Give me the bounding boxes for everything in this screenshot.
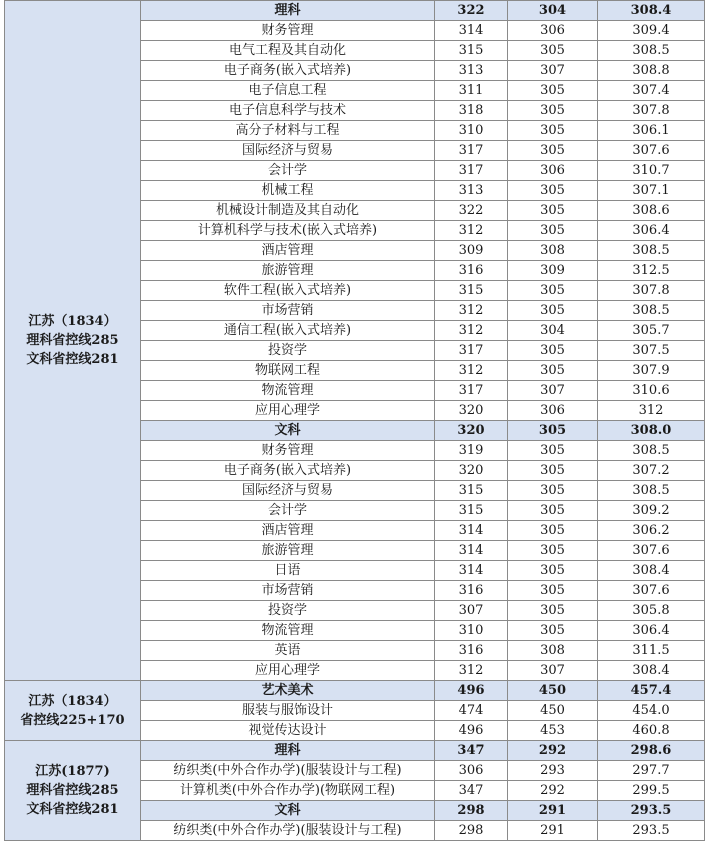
max-score: 496 bbox=[435, 721, 508, 741]
min-score: 450 bbox=[508, 701, 598, 721]
max-score: 312 bbox=[435, 221, 508, 241]
avg-score: 454.0 bbox=[598, 701, 705, 721]
major-name: 纺织类(中外合作办学)(服装设计与工程) bbox=[141, 761, 435, 781]
max-score: 322 bbox=[435, 201, 508, 221]
avg-score: 306.4 bbox=[598, 221, 705, 241]
avg-score: 309.2 bbox=[598, 501, 705, 521]
max-score: 317 bbox=[435, 341, 508, 361]
major-name: 会计学 bbox=[141, 501, 435, 521]
max-score: 347 bbox=[435, 741, 508, 761]
max-score: 298 bbox=[435, 801, 508, 821]
avg-score: 310.6 bbox=[598, 381, 705, 401]
avg-score: 307.8 bbox=[598, 281, 705, 301]
max-score: 320 bbox=[435, 401, 508, 421]
max-score: 312 bbox=[435, 661, 508, 681]
avg-score: 312.5 bbox=[598, 261, 705, 281]
avg-score: 307.5 bbox=[598, 341, 705, 361]
avg-score: 309.4 bbox=[598, 21, 705, 41]
major-name: 物流管理 bbox=[141, 381, 435, 401]
min-score: 307 bbox=[508, 381, 598, 401]
major-name: 电气工程及其自动化 bbox=[141, 41, 435, 61]
major-name: 英语 bbox=[141, 641, 435, 661]
avg-score: 306.2 bbox=[598, 521, 705, 541]
avg-score: 308.0 bbox=[598, 421, 705, 441]
avg-score: 308.4 bbox=[598, 561, 705, 581]
max-score: 474 bbox=[435, 701, 508, 721]
major-name: 计算机类(中外合作办学)(物联网工程) bbox=[141, 781, 435, 801]
max-score: 311 bbox=[435, 81, 508, 101]
region-line: 江苏（1834） bbox=[28, 314, 117, 329]
min-score: 293 bbox=[508, 761, 598, 781]
max-score: 319 bbox=[435, 441, 508, 461]
avg-score: 305.7 bbox=[598, 321, 705, 341]
max-score: 307 bbox=[435, 601, 508, 621]
major-name: 物流管理 bbox=[141, 621, 435, 641]
avg-score: 307.6 bbox=[598, 541, 705, 561]
min-score: 305 bbox=[508, 201, 598, 221]
region-line: 江苏（1834） bbox=[28, 693, 117, 709]
region-line: 江苏(1877) bbox=[35, 764, 110, 779]
min-score: 453 bbox=[508, 721, 598, 741]
min-score: 292 bbox=[508, 781, 598, 801]
region-cell bbox=[5, 741, 141, 841]
min-score: 305 bbox=[508, 301, 598, 321]
major-name: 应用心理学 bbox=[141, 401, 435, 421]
major-name: 高分子材料与工程 bbox=[141, 121, 435, 141]
major-name: 电子商务(嵌入式培养) bbox=[141, 461, 435, 481]
major-name: 市场营销 bbox=[141, 581, 435, 601]
avg-score: 307.6 bbox=[598, 581, 705, 601]
avg-score: 306.1 bbox=[598, 121, 705, 141]
major-name: 国际经济与贸易 bbox=[141, 141, 435, 161]
min-score: 305 bbox=[508, 481, 598, 501]
section-title: 艺术美术 bbox=[141, 681, 435, 701]
region-line: 省控线225+170 bbox=[20, 712, 125, 728]
avg-score: 307.2 bbox=[598, 461, 705, 481]
major-name: 会计学 bbox=[141, 161, 435, 181]
major-name: 应用心理学 bbox=[141, 661, 435, 681]
max-score: 496 bbox=[435, 681, 508, 701]
min-score: 291 bbox=[508, 821, 598, 841]
min-score: 305 bbox=[508, 541, 598, 561]
major-name: 投资学 bbox=[141, 341, 435, 361]
avg-score: 299.5 bbox=[598, 781, 705, 801]
max-score: 315 bbox=[435, 501, 508, 521]
avg-score: 298.6 bbox=[598, 741, 705, 761]
major-name: 服装与服饰设计 bbox=[141, 701, 435, 721]
avg-score: 308.5 bbox=[598, 481, 705, 501]
major-name: 电子商务(嵌入式培养) bbox=[141, 61, 435, 81]
min-score: 305 bbox=[508, 461, 598, 481]
max-score: 317 bbox=[435, 381, 508, 401]
avg-score: 293.5 bbox=[598, 821, 705, 841]
avg-score: 307.1 bbox=[598, 181, 705, 201]
min-score: 304 bbox=[508, 1, 598, 21]
min-score: 450 bbox=[508, 681, 598, 701]
min-score: 305 bbox=[508, 101, 598, 121]
major-name: 国际经济与贸易 bbox=[141, 481, 435, 501]
avg-score: 308.5 bbox=[598, 441, 705, 461]
avg-score: 293.5 bbox=[598, 801, 705, 821]
major-name: 酒店管理 bbox=[141, 521, 435, 541]
major-name: 财务管理 bbox=[141, 21, 435, 41]
min-score: 292 bbox=[508, 741, 598, 761]
major-name: 电子信息科学与技术 bbox=[141, 101, 435, 121]
min-score: 305 bbox=[508, 361, 598, 381]
avg-score: 297.7 bbox=[598, 761, 705, 781]
min-score: 309 bbox=[508, 261, 598, 281]
max-score: 317 bbox=[435, 141, 508, 161]
min-score: 308 bbox=[508, 641, 598, 661]
avg-score: 460.8 bbox=[598, 721, 705, 741]
section-title: 理科 bbox=[141, 1, 435, 21]
max-score: 314 bbox=[435, 541, 508, 561]
avg-score: 308.4 bbox=[598, 661, 705, 681]
max-score: 315 bbox=[435, 41, 508, 61]
section-header-row bbox=[5, 1, 705, 21]
avg-score: 307.4 bbox=[598, 81, 705, 101]
avg-score: 308.8 bbox=[598, 61, 705, 81]
min-score: 305 bbox=[508, 81, 598, 101]
max-score: 313 bbox=[435, 181, 508, 201]
max-score: 314 bbox=[435, 561, 508, 581]
max-score: 316 bbox=[435, 641, 508, 661]
max-score: 320 bbox=[435, 421, 508, 441]
max-score: 312 bbox=[435, 321, 508, 341]
region-cell bbox=[5, 681, 141, 741]
min-score: 305 bbox=[508, 41, 598, 61]
section-header-row bbox=[5, 681, 705, 701]
min-score: 306 bbox=[508, 161, 598, 181]
max-score: 310 bbox=[435, 121, 508, 141]
major-name: 计算机科学与技术(嵌入式培养) bbox=[141, 221, 435, 241]
region-line: 文科省控线281 bbox=[26, 802, 119, 817]
min-score: 305 bbox=[508, 281, 598, 301]
major-name: 财务管理 bbox=[141, 441, 435, 461]
max-score: 313 bbox=[435, 61, 508, 81]
major-name: 旅游管理 bbox=[141, 541, 435, 561]
avg-score: 307.9 bbox=[598, 361, 705, 381]
admission-score-table bbox=[4, 0, 705, 841]
major-name: 酒店管理 bbox=[141, 241, 435, 261]
avg-score: 457.4 bbox=[598, 681, 705, 701]
max-score: 318 bbox=[435, 101, 508, 121]
min-score: 308 bbox=[508, 241, 598, 261]
avg-score: 305.8 bbox=[598, 601, 705, 621]
max-score: 298 bbox=[435, 821, 508, 841]
major-name: 纺织类(中外合作办学)(服装设计与工程) bbox=[141, 821, 435, 841]
avg-score: 311.5 bbox=[598, 641, 705, 661]
major-name: 通信工程(嵌入式培养) bbox=[141, 321, 435, 341]
section-header-row bbox=[5, 741, 705, 761]
min-score: 305 bbox=[508, 621, 598, 641]
avg-score: 308.5 bbox=[598, 241, 705, 261]
min-score: 291 bbox=[508, 801, 598, 821]
max-score: 312 bbox=[435, 361, 508, 381]
max-score: 347 bbox=[435, 781, 508, 801]
min-score: 304 bbox=[508, 321, 598, 341]
section-title: 理科 bbox=[141, 741, 435, 761]
avg-score: 312 bbox=[598, 401, 705, 421]
major-name: 软件工程(嵌入式培养) bbox=[141, 281, 435, 301]
major-name: 投资学 bbox=[141, 601, 435, 621]
region-line: 理科省控线285 bbox=[26, 783, 119, 798]
min-score: 305 bbox=[508, 501, 598, 521]
avg-score: 308.4 bbox=[598, 1, 705, 21]
avg-score: 308.5 bbox=[598, 301, 705, 321]
max-score: 310 bbox=[435, 621, 508, 641]
max-score: 322 bbox=[435, 1, 508, 21]
min-score: 306 bbox=[508, 401, 598, 421]
avg-score: 307.6 bbox=[598, 141, 705, 161]
min-score: 305 bbox=[508, 341, 598, 361]
min-score: 305 bbox=[508, 581, 598, 601]
min-score: 305 bbox=[508, 601, 598, 621]
max-score: 315 bbox=[435, 281, 508, 301]
min-score: 305 bbox=[508, 561, 598, 581]
max-score: 314 bbox=[435, 21, 508, 41]
max-score: 317 bbox=[435, 161, 508, 181]
region-line: 文科省控线281 bbox=[26, 352, 119, 367]
max-score: 309 bbox=[435, 241, 508, 261]
section-title: 文科 bbox=[141, 421, 435, 441]
min-score: 307 bbox=[508, 61, 598, 81]
section-title: 文科 bbox=[141, 801, 435, 821]
min-score: 305 bbox=[508, 181, 598, 201]
min-score: 306 bbox=[508, 21, 598, 41]
min-score: 305 bbox=[508, 421, 598, 441]
max-score: 312 bbox=[435, 301, 508, 321]
major-name: 电子信息工程 bbox=[141, 81, 435, 101]
max-score: 316 bbox=[435, 581, 508, 601]
major-name: 视觉传达设计 bbox=[141, 721, 435, 741]
avg-score: 310.7 bbox=[598, 161, 705, 181]
avg-score: 308.5 bbox=[598, 41, 705, 61]
region-cell bbox=[5, 1, 141, 681]
max-score: 314 bbox=[435, 521, 508, 541]
table-body bbox=[5, 1, 705, 841]
min-score: 305 bbox=[508, 141, 598, 161]
major-name: 日语 bbox=[141, 561, 435, 581]
min-score: 305 bbox=[508, 521, 598, 541]
min-score: 305 bbox=[508, 441, 598, 461]
avg-score: 307.8 bbox=[598, 101, 705, 121]
avg-score: 306.4 bbox=[598, 621, 705, 641]
avg-score: 308.6 bbox=[598, 201, 705, 221]
major-name: 物联网工程 bbox=[141, 361, 435, 381]
major-name: 机械工程 bbox=[141, 181, 435, 201]
max-score: 315 bbox=[435, 481, 508, 501]
region-line: 理科省控线285 bbox=[26, 333, 119, 348]
major-name: 市场营销 bbox=[141, 301, 435, 321]
max-score: 320 bbox=[435, 461, 508, 481]
max-score: 316 bbox=[435, 261, 508, 281]
major-name: 机械设计制造及其自动化 bbox=[141, 201, 435, 221]
min-score: 305 bbox=[508, 221, 598, 241]
major-name: 旅游管理 bbox=[141, 261, 435, 281]
min-score: 307 bbox=[508, 661, 598, 681]
min-score: 305 bbox=[508, 121, 598, 141]
max-score: 306 bbox=[435, 761, 508, 781]
